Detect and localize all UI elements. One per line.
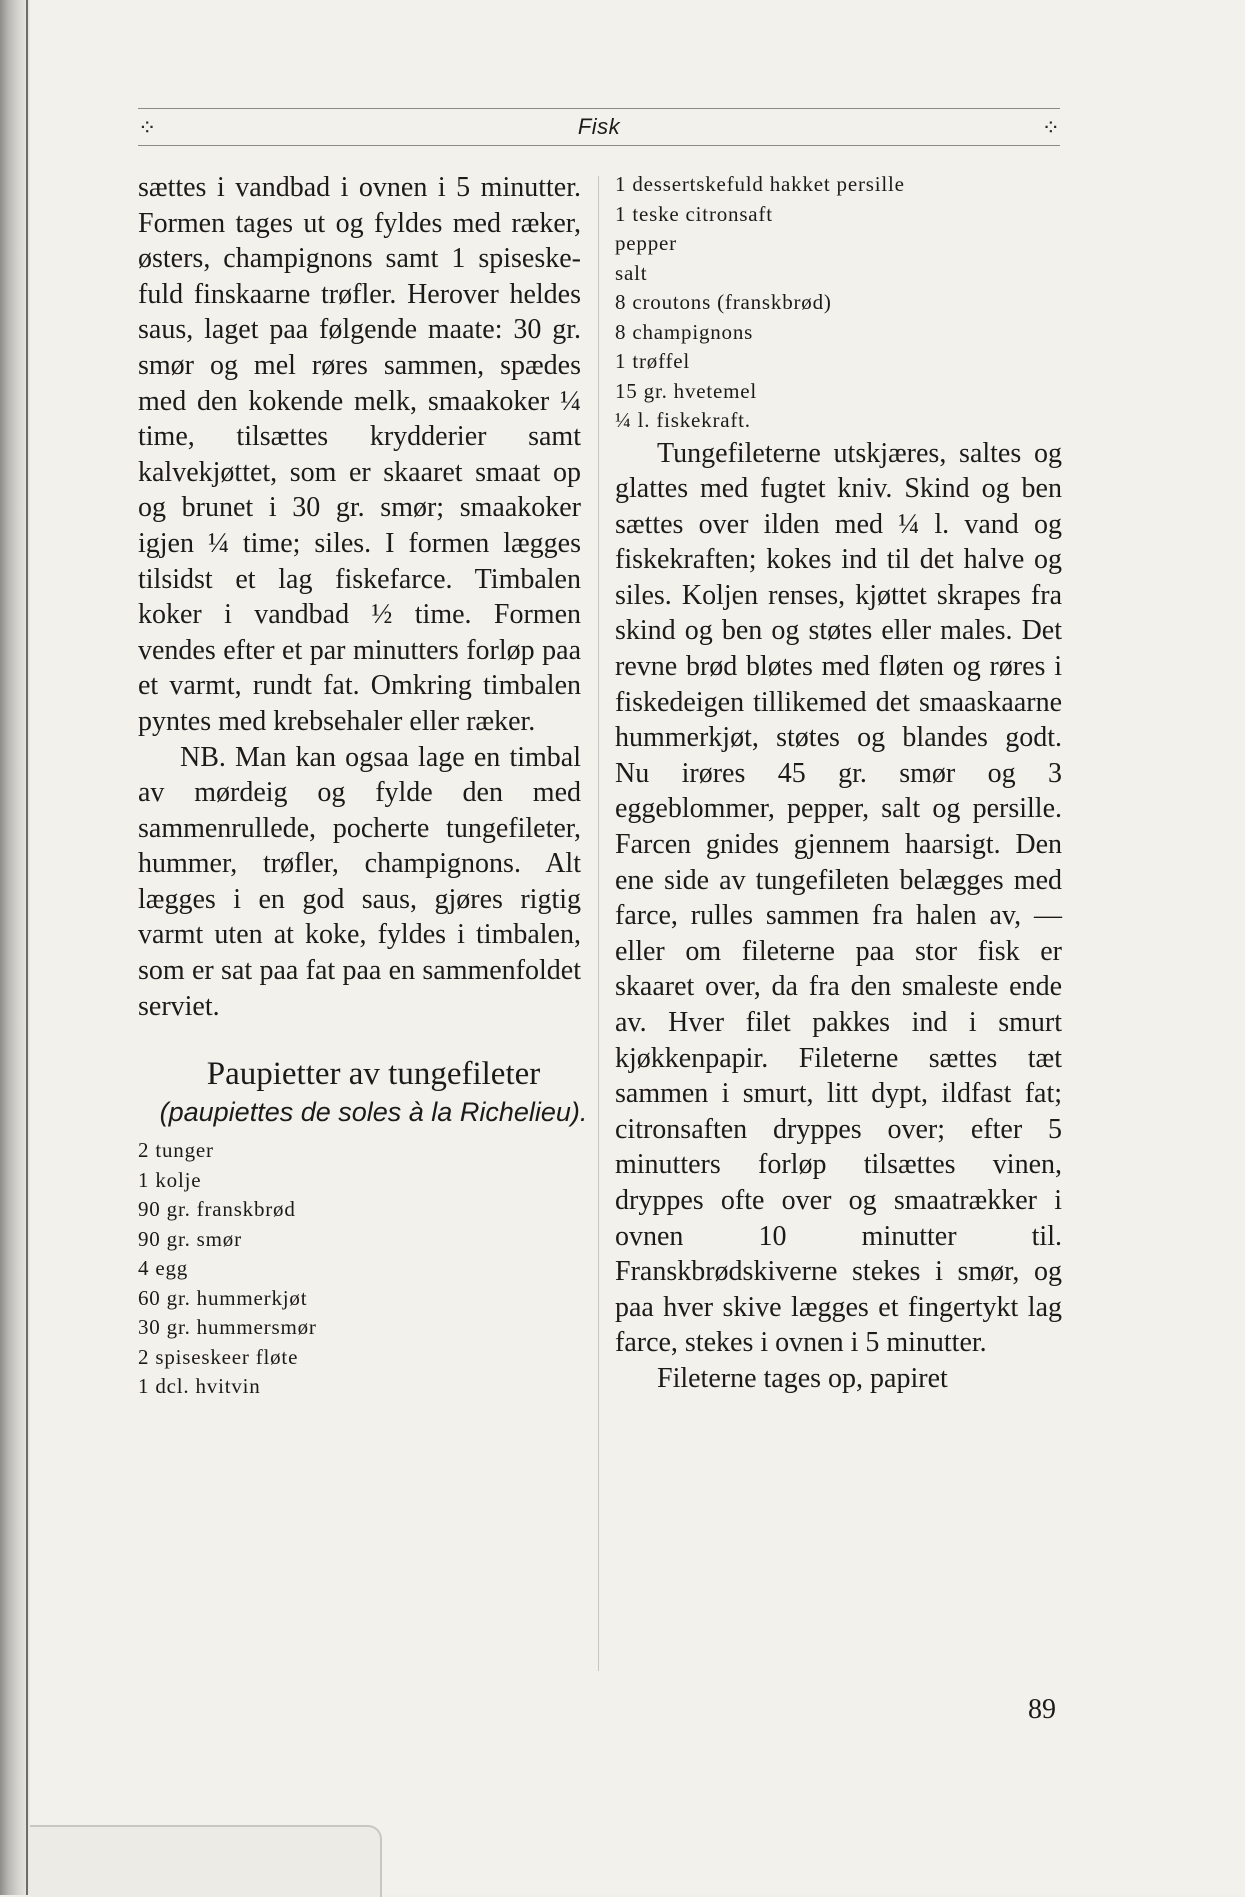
- ingredient-item: 8 champignons: [615, 319, 754, 344]
- paragraph: Fileterne tages op, papiret: [657, 1362, 948, 1394]
- ingredient-item: 1 dcl. hvitvin: [138, 1374, 261, 1399]
- page-number: 89: [1028, 1694, 1056, 1725]
- right-body-text: [615, 436, 1062, 1397]
- ingredient-item: 1 dessertskefuld hakket persille: [615, 172, 905, 196]
- ingredient-item: 2 tunger: [138, 1138, 214, 1163]
- ingredient-item: 1 kolje: [138, 1167, 202, 1192]
- ingredient-item: 30 gr. hummersmør: [138, 1315, 317, 1340]
- column-divider: [598, 176, 599, 1671]
- paragraph: sættes i vandbad i ovnen i 5 minutter. Formen tages ut og fyldes med ræker, østers, champignons samt 1 spiseskefuld finskaarne trøfler. Herover heldes saus, laget paa følgende maate: 30 gr. smør og mel røres sammen, spædes med den kokende melk, smaakoker ¼ time, tilsættes krydderier samt kalvekjøttet, som er skaaret smaat op og brunet i 30 gr. smør; smaakoker igjen ¼ time; siles. I formen lægges tilsidst et lag fiskefarce. Timbalen koker i vandbad ½ time. Formen vendes efter et par minutters forløp paa et varmt, rundt fat. Omkring timbalen pyntes med krebsehaler eller ræker.: [138, 172, 581, 737]
- ingredient-item: 60 gr. hummerkjøt: [138, 1285, 308, 1310]
- section-title: Fisk: [577, 114, 621, 139]
- left-body-text: [138, 170, 581, 1024]
- ingredient-item: pepper: [615, 231, 677, 255]
- ingredient-list: [138, 1136, 581, 1402]
- ingredient-item: 1 teske citronsaft: [615, 201, 773, 226]
- recipe-subtitle: (paupiettes de soles à la Richelieu).: [159, 1097, 588, 1128]
- ingredient-item: 1 trøffel: [615, 349, 691, 373]
- binding-edge: [26, 0, 28, 1895]
- ingredient-item: 90 gr. franskbrød: [138, 1197, 296, 1222]
- ornament-icon: ⁘: [138, 115, 157, 140]
- ornament-icon: ⁘: [1041, 115, 1060, 140]
- paragraph: Tungefileterne utskjæres, saltes og glattes med fugtet kniv. Skind og ben sættes over ilden med ¼ l. vand og fiskekraften; kokes ind til det halve og siles. Koljen renses, kjøttet skrapes fra skind og ben og støtes eller males. Det revne brød bløtes med fløten og røres i fiskedeigen tillikemed det smaaskaarne hummerkjøt, støtes og blandes godt. Nu irøres 45 gr. smør og 3 eggeblommer, pepper, salt og persille. Farcen gnides gjennem haarsigt. Den ene side av tungefileten belægges med farce, rulles sammen fra halen av, — eller om fileterne paa stor fisk er skaaret over, da fra den smaleste ende av. Hver filet pakkes ind i smurt kjøkkenpapir. Fileterne sættes tæt sammen i smurt, litt dypt, ildfast fat; citronsaften dryppes over; efter 5 minutters forløp tilsættes vinen, dryppes ofte over og smaatrækker i ovnen 10 minutter til. Franskbrødskiverne stekes i smør, og paa hver skive lægges et fingertykt lag farce, stekes i ovnen i 5 minutter.: [615, 437, 1062, 1359]
- ingredient-item: 2 spiseskeer fløte: [138, 1344, 299, 1369]
- ingredient-item: 8 croutons (franskbrød): [615, 290, 832, 314]
- paragraph-nb: NB. Man kan ogsaa lage en timbal av mørdeig og fylde den med sammenrullede, pocherte tungefileter, hummer, trøfler, champignons. Alt lægges i en god saus, gjøres rigtig varmt uten at koke, fyldes i timbalen, som er sat paa fat paa en sammenfoldet serviet.: [138, 741, 581, 1022]
- right-column: [615, 170, 1062, 1397]
- recipe-title: Paupietter av tungefileter: [206, 1056, 541, 1093]
- running-head: [138, 108, 1060, 146]
- ingredient-item: 90 gr. smør: [138, 1226, 242, 1251]
- ingredient-item: salt: [615, 260, 648, 285]
- ingredient-item: 4 egg: [138, 1256, 189, 1281]
- left-column: [138, 170, 588, 1402]
- ingredient-list-continued: [615, 170, 1062, 436]
- ingredient-item: 15 gr. hvetemel: [615, 378, 758, 403]
- page-corner-tab: [30, 1825, 382, 1897]
- ingredient-item: ¼ l. fiskekraft.: [615, 408, 751, 432]
